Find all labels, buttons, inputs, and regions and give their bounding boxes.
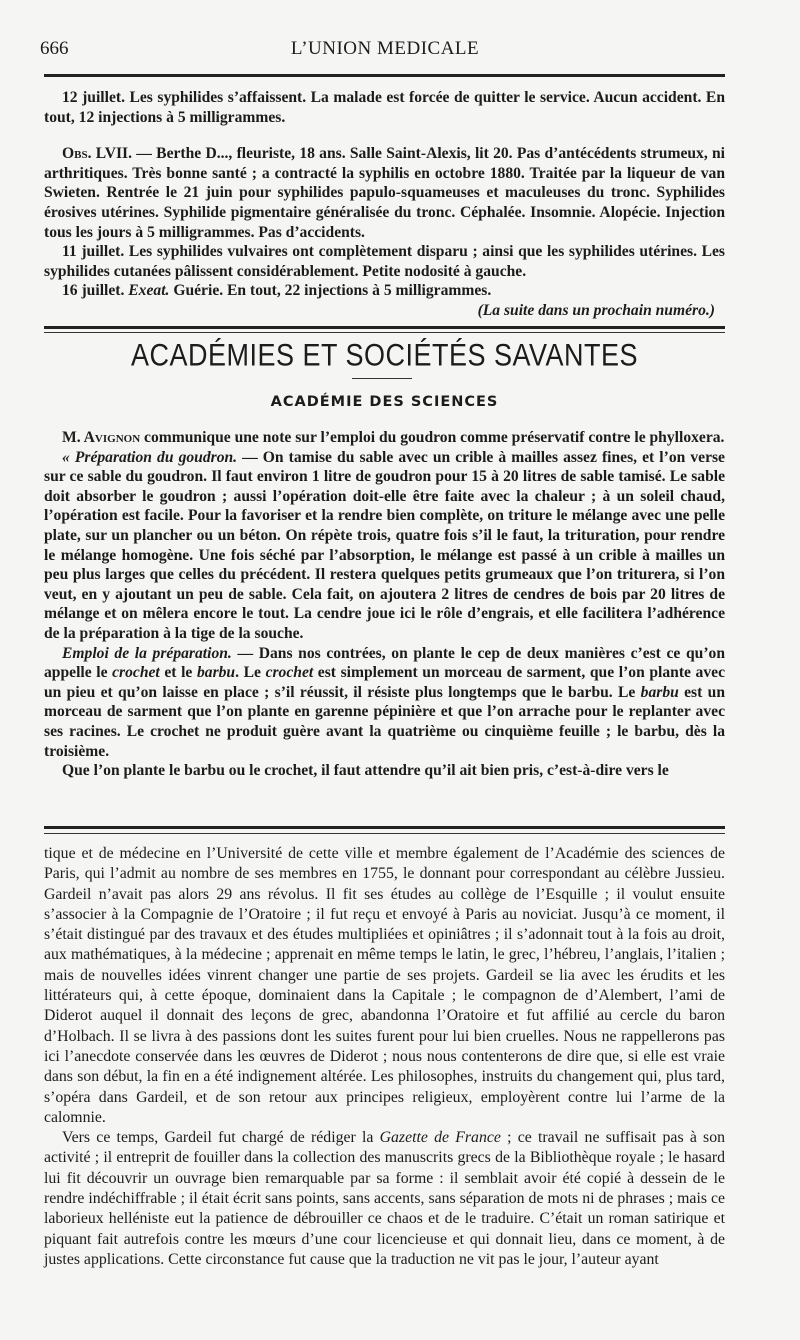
section-rule-top-thin (44, 332, 725, 333)
section-subtitle: ACADÉMIE DES SCIENCES (270, 394, 499, 410)
section-rule-top (44, 326, 725, 329)
page-header (40, 36, 730, 66)
paragraph-text: 11 juillet. Les syphilides vulvaires ont complètement disparu ; ainsi que les syphilides utérines. Les syphilides cutanées pâlissent considérablement. Petite nodosité à gauche. (44, 243, 725, 280)
paragraph-text: est simplement un morceau de sarment, que l’on plante avec un pieu et qu’on laisse en place ; s’il réussit, il résiste plus longtemps que le barbu. Le (44, 664, 725, 701)
paragraph (44, 448, 725, 644)
gazette-title: Gazette de France (379, 1129, 501, 1147)
feuilleton-rule-thin (44, 833, 725, 834)
paragraph (44, 242, 725, 281)
paragraph-text: 12 juillet. Les syphilides s’affaissent. La malade est forcée de quitter le service. Aucun accident. En tout, 12 injections à 5 milligrammes. (44, 89, 725, 126)
speaker-name: M. Avignon (62, 429, 141, 446)
exeat-text: Exeat. (128, 282, 170, 300)
paragraph (44, 281, 725, 301)
paragraph-text: tique et de médecine en l’Université de cette ville et membre également de l’Académie des sciences de Paris, qui l’admit au nombre de ses membres en 1755, le donnant pour correspondant au célèbre Jussieu. Gardeil n’avait pas alors 29 ans révolus. Il fit ses études au collège de l’Esquille ; il voulut ensuite s’associer à la Compagnie de l’Oratoire ; il fut reçu et envoyé à Paris au noviciat. Jusqu’à ce moment, il s’était distingué par des travaux et des études multipliées et opiniâtres ; il s’adonnait tout à la fois au droit, aux mathématiques, à la médecine ; apprenait en même temps le latin, le grec, l’hébreu, l’anglais, l’italien ; mais de nouvelles idées vinrent changer une partie de ses projets. Gardeil se lia avec les érudits et les littérateurs qui, à cette époque, dominaient dans la Capitale ; le compagnon de d’Alembert, l’ami de Diderot auquel il donnait des leçons de grec, abandonna l’Oratoire et fut affilié au cercle du baron d’Holbach. Il se livra à des passions dont les suites furent pour lui bien cruelles. Nous ne rappellerons pas ici l’anecdote conservée dans les œuvres de Diderot ; nous nous contenterons de dire que, si elle est vraie dans son début, la fin en a été indignement altérée. Les philosophes, instruits du changement qui, plus tard, s’opéra dans Gardeil, et de son retour aux principes religieux, employèrent contre lui l’arme de la calomnie. (44, 845, 725, 1126)
observation-paragraph (44, 144, 725, 242)
term-barbu: barbu (640, 683, 679, 701)
header-rule (44, 74, 725, 77)
paragraph-text: . Le (235, 664, 266, 682)
page-number: 666 (40, 38, 69, 59)
paragraph-heading: « Préparation du goudron. (62, 448, 238, 466)
running-head: L’UNION MEDICALE (290, 38, 480, 59)
paragraph (44, 88, 725, 127)
title-underline (352, 378, 412, 379)
paragraph-heading: Emploi de la préparation. (62, 644, 232, 662)
continuation-note: (La suite dans un prochain numéro.) (477, 301, 715, 319)
paragraph (44, 644, 725, 762)
section-title: ACADÉMIES ET SOCIÉTÉS SAVANTES (130, 337, 639, 373)
paragraph-text: Guérie. En tout, 22 injections à 5 milligrammes. (169, 282, 492, 300)
paragraph (44, 428, 725, 448)
paragraph-text: Que l’on plante le barbu ou le crochet, il faut attendre qu’il ait bien pris, c’est-à-dire vers le (62, 762, 669, 780)
observation-text: — Berthe D..., fleuriste, 18 ans. Salle Saint-Alexis, lit 20. Pas d’antécédents strumeux, ni arthritiques. Très bonne santé ; a contracté la syphilis en octobre 1880. Traitée par la liqueur de van Swieten. Rentrée le 21 juin pour syphilides papulo-squameuses et maculeuses du tronc. Syphilides érosives utérines. Syphilide pigmentaire généralisée du tronc. Céphalée. Insomnie. Alopécie. Injection tous les jours à 5 milligrammes. Pas d’accidents. (44, 145, 726, 241)
paragraph-text: et le (159, 664, 197, 682)
case-reports (44, 88, 725, 321)
date-text: 16 juillet. (62, 282, 129, 300)
term-crochet: crochet (265, 664, 314, 682)
paragraph-text: est un morceau de sarment que l’on plante en garenne pépinière et que l’on arrache pour le replanter avec ses racines. Le crochet ne produit guère avant la quatrième ou cinquième feuille ; le barbu, dès la troisième. (44, 683, 725, 760)
paragraph (44, 761, 725, 781)
term-crochet: crochet (112, 664, 160, 682)
paragraph (44, 1128, 725, 1270)
feuilleton-rule (44, 826, 725, 829)
paragraph-text: ; ce travail ne suffisait pas à son activité ; il entreprit de fouiller dans la collection des manuscrits grecs de la Bibliothèque royale ; le hasard lui fit découvrir un ouvrage bien remarquable par sa forme : il semblait avoir été copié à dessein de le rendre indéchiffrable ; il était écrit sans points, sans accents, sans séparation de mots ni de phrases ; mais ce laborieux helléniste eut la patience de débrouiller ce chaos et de le traduire. C’était un roman satirique et piquant fait autrefois contre les mœurs d’une cour licencieuse et qui donnait lieu, dans ce moment, à de justes applications. Cette circonstance fut cause que la traduction ne vit pas le jour, l’auteur ayant (44, 1129, 726, 1268)
term-barbu: barbu (196, 664, 236, 682)
observation-label: Obs. LVII. (62, 145, 133, 163)
paragraph-text: — Dans nos contrées, on plante le cep de deux manières c’est ce qu’on appelle le (44, 644, 725, 682)
paragraph-text: Vers ce temps, Gardeil fut chargé de rédiger la (62, 1129, 380, 1147)
academy-report (44, 428, 725, 781)
paragraph-text: — On tamise du sable avec un crible à mailles assez fines, et l’on verse sur ce sable du goudron. Il faut environ 1 litre de goudron pour 15 à 20 litres de sable tamisé. Le sable doit absorber le goudron ; aussi l’opération doit-elle être faite avec la chaleur ; à un soleil chaud, l’opération est facile. Pour la favoriser et la rendre bien complète, on triture le mélange avec une pelle plate, sur un plancher ou un béton. On répète trois, quatre fois s’il le faut, la trituration, pour rendre le mélange homogène. Une fois séché par l’absorption, le mélange est passé à un crible à mailles un peu plus larges que celles du précédent. Il restera quelques petits grumeaux que l’on triturera, si l’on veut, en y ajoutant un peu de sable. Cela fait, on ajoutera 2 litres de cendres de bois par 20 litres de mélange et on mêlera encore le tout. La cendre joue ici le rôle d’engrais, et elle facilitera l’adhérence de la préparation à la tige de la souche. (44, 448, 725, 642)
paragraph-text: communique une note sur l’emploi du goudron comme préservatif contre le phylloxera. (140, 429, 725, 446)
paragraph (44, 844, 725, 1128)
feuilleton (44, 844, 725, 1270)
